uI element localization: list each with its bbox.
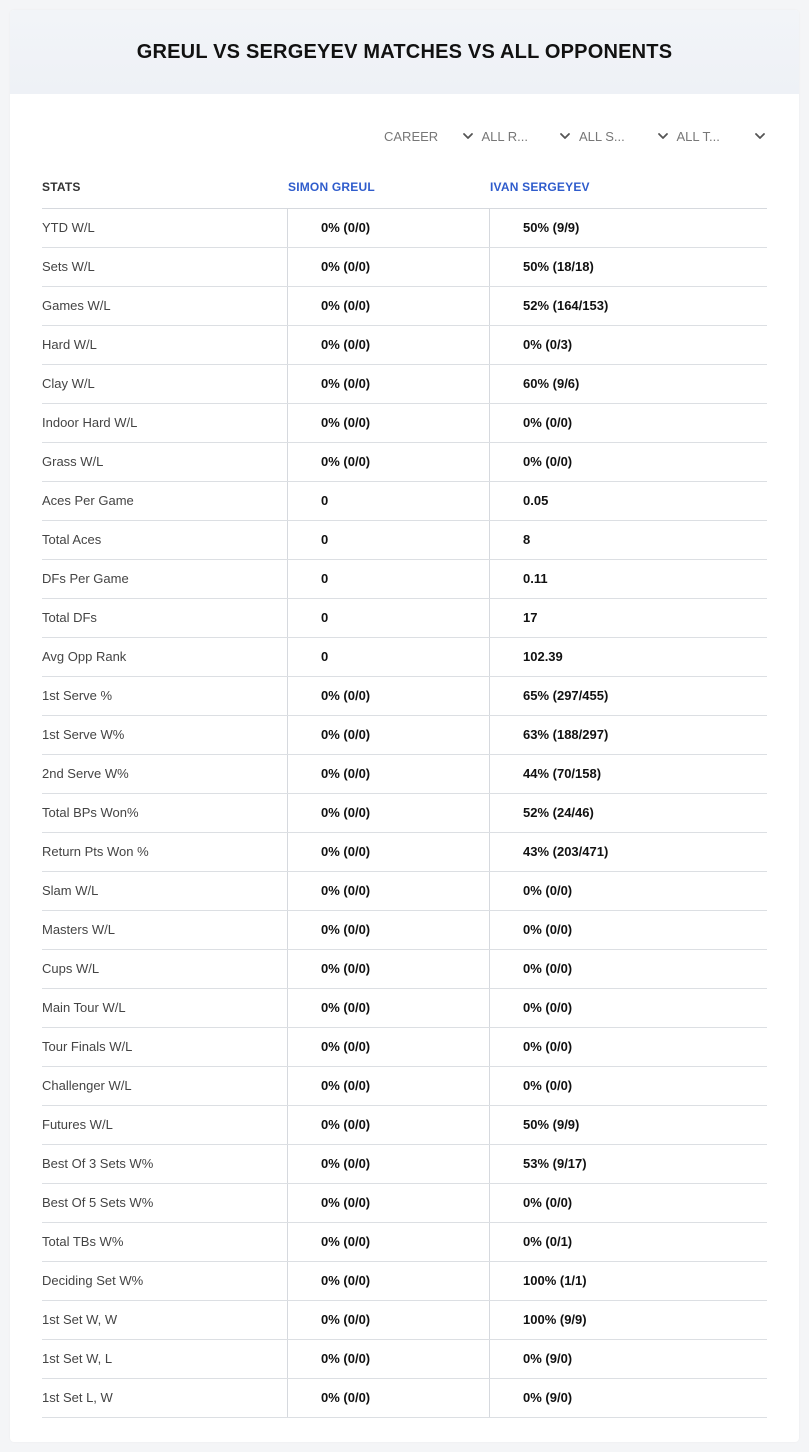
player2-value-cell: 0.05 <box>489 482 767 520</box>
stat-label-cell: Main Tour W/L <box>42 1000 126 1015</box>
table-row <box>42 872 767 911</box>
player1-value-cell: 0% (0/0) <box>287 677 489 715</box>
player1-value-cell: 0% (0/0) <box>287 989 489 1027</box>
stat-label-cell: Best Of 3 Sets W% <box>42 1156 154 1171</box>
stat-label-cell: Return Pts Won % <box>42 844 149 859</box>
stat-label-cell: Aces Per Game <box>42 493 134 508</box>
player2-value-cell: 0% (0/0) <box>489 1028 767 1066</box>
chevron-down-icon <box>754 130 766 142</box>
player2-value-cell: 52% (164/153) <box>489 287 767 325</box>
player1-column-header[interactable]: SIMON GREUL <box>288 180 375 194</box>
table-row <box>42 287 767 326</box>
player2-value-cell: 0% (9/0) <box>489 1340 767 1378</box>
stat-label-cell: YTD W/L <box>42 220 95 235</box>
player1-value-cell: 0% (0/0) <box>287 716 489 754</box>
player1-value-cell: 0% (0/0) <box>287 365 489 403</box>
stat-label-cell: 1st Serve % <box>42 688 113 703</box>
period-filter-label: CAREER <box>384 129 439 144</box>
player2-value-cell: 50% (18/18) <box>489 248 767 286</box>
table-body <box>42 209 767 1418</box>
player2-value-cell: 0% (0/0) <box>489 989 767 1027</box>
stat-label-cell: DFs Per Game <box>42 571 129 586</box>
table-row <box>42 326 767 365</box>
table-row <box>42 833 767 872</box>
player2-value-cell: 0% (0/0) <box>489 443 767 481</box>
table-row <box>42 638 767 677</box>
player2-value-cell: 0% (0/0) <box>489 950 767 988</box>
table-row <box>42 794 767 833</box>
chevron-down-icon <box>462 130 474 142</box>
table-row <box>42 365 767 404</box>
stats-table <box>42 168 767 1418</box>
table-row <box>42 1262 767 1301</box>
player1-value-cell: 0% (0/0) <box>287 872 489 910</box>
stat-label-cell: Tour Finals W/L <box>42 1039 133 1054</box>
player1-value-cell: 0% (0/0) <box>287 794 489 832</box>
table-row <box>42 989 767 1028</box>
player2-value-cell: 53% (9/17) <box>489 1145 767 1183</box>
table-row <box>42 1106 767 1145</box>
stat-label-cell: Masters W/L <box>42 922 115 937</box>
stat-label-cell: Clay W/L <box>42 376 95 391</box>
player1-value-cell: 0% (0/0) <box>287 1340 489 1378</box>
table-row <box>42 950 767 989</box>
table-row <box>42 599 767 638</box>
table-row <box>42 911 767 950</box>
player2-value-cell: 44% (70/158) <box>489 755 767 793</box>
table-row <box>42 1028 767 1067</box>
stat-label-cell: Avg Opp Rank <box>42 649 127 664</box>
player2-value-cell: 0% (0/1) <box>489 1223 767 1261</box>
player2-value-cell: 65% (297/455) <box>489 677 767 715</box>
stat-label-cell: 1st Set W, L <box>42 1351 113 1366</box>
stat-label-cell: Deciding Set W% <box>42 1273 144 1288</box>
player2-value-cell: 0% (0/0) <box>489 911 767 949</box>
stat-label-cell: Slam W/L <box>42 883 99 898</box>
player1-value-cell: 0% (0/0) <box>287 443 489 481</box>
round-filter-label: ALL R... <box>481 129 528 144</box>
table-row <box>42 1301 767 1340</box>
player1-value-cell: 0 <box>287 521 489 559</box>
player2-value-cell: 50% (9/9) <box>489 209 767 247</box>
player2-value-cell: 0% (0/3) <box>489 326 767 364</box>
player1-value-cell: 0 <box>287 560 489 598</box>
filter-bar <box>380 126 770 148</box>
player2-value-cell: 60% (9/6) <box>489 365 767 403</box>
player2-value-cell: 0% (0/0) <box>489 404 767 442</box>
tournament-filter-dropdown[interactable] <box>673 126 771 148</box>
player2-value-cell: 0% (0/0) <box>489 1184 767 1222</box>
stats-card <box>10 10 799 1442</box>
player2-value-cell: 0% (9/0) <box>489 1379 767 1417</box>
table-row <box>42 1067 767 1106</box>
stat-label-cell: 1st Set W, W <box>42 1312 118 1327</box>
stat-label-cell: Sets W/L <box>42 259 95 274</box>
stat-label-cell: Best Of 5 Sets W% <box>42 1195 154 1210</box>
stats-column-header: STATS <box>42 180 81 194</box>
stat-label-cell: Grass W/L <box>42 454 104 469</box>
surface-filter-label: ALL S... <box>579 129 625 144</box>
card-header <box>10 10 799 94</box>
stat-label-cell: Total TBs W% <box>42 1234 124 1249</box>
player1-value-cell: 0% (0/0) <box>287 404 489 442</box>
player1-value-cell: 0% (0/0) <box>287 1223 489 1261</box>
player1-value-cell: 0 <box>287 482 489 520</box>
surface-filter-dropdown[interactable] <box>575 126 673 148</box>
player2-value-cell: 0% (0/0) <box>489 872 767 910</box>
table-row <box>42 209 767 248</box>
stat-label-cell: Challenger W/L <box>42 1078 132 1093</box>
player1-value-cell: 0% (0/0) <box>287 833 489 871</box>
page-title: GREUL VS SERGEYEV MATCHES VS ALL OPPONENTS <box>136 40 673 63</box>
table-row <box>42 443 767 482</box>
table-row <box>42 755 767 794</box>
table-row <box>42 1379 767 1418</box>
stat-label-cell: Hard W/L <box>42 337 97 352</box>
player1-value-cell: 0% (0/0) <box>287 1262 489 1300</box>
player2-value-cell: 0% (0/0) <box>489 1067 767 1105</box>
round-filter-dropdown[interactable] <box>478 126 576 148</box>
player2-value-cell: 43% (203/471) <box>489 833 767 871</box>
stat-label-cell: Total Aces <box>42 532 102 547</box>
chevron-down-icon <box>657 130 669 142</box>
table-row <box>42 1184 767 1223</box>
player1-value-cell: 0% (0/0) <box>287 911 489 949</box>
table-header <box>42 168 767 209</box>
player1-value-cell: 0% (0/0) <box>287 326 489 364</box>
player1-value-cell: 0 <box>287 599 489 637</box>
table-row <box>42 521 767 560</box>
table-row <box>42 482 767 521</box>
player1-value-cell: 0% (0/0) <box>287 755 489 793</box>
stat-label-cell: Indoor Hard W/L <box>42 415 138 430</box>
tournament-filter-label: ALL T... <box>676 129 720 144</box>
player1-value-cell: 0% (0/0) <box>287 1145 489 1183</box>
stat-label-cell: 2nd Serve W% <box>42 766 129 781</box>
player2-value-cell: 52% (24/46) <box>489 794 767 832</box>
player1-value-cell: 0% (0/0) <box>287 1301 489 1339</box>
stat-label-cell: 1st Set L, W <box>42 1390 113 1405</box>
player1-value-cell: 0% (0/0) <box>287 1106 489 1144</box>
player1-value-cell: 0% (0/0) <box>287 248 489 286</box>
stat-label-cell: Total DFs <box>42 610 97 625</box>
stat-label-cell: Games W/L <box>42 298 111 313</box>
player1-value-cell: 0% (0/0) <box>287 1184 489 1222</box>
period-filter-dropdown[interactable] <box>380 126 478 148</box>
player1-value-cell: 0% (0/0) <box>287 950 489 988</box>
player1-value-cell: 0% (0/0) <box>287 287 489 325</box>
stat-label-cell: Cups W/L <box>42 961 100 976</box>
player1-value-cell: 0% (0/0) <box>287 209 489 247</box>
table-row <box>42 248 767 287</box>
table-row <box>42 716 767 755</box>
stat-label-cell: 1st Serve W% <box>42 727 125 742</box>
player2-value-cell: 8 <box>489 521 767 559</box>
player2-value-cell: 0.11 <box>489 560 767 598</box>
table-row <box>42 1223 767 1262</box>
player1-value-cell: 0 <box>287 638 489 676</box>
player2-column-header[interactable]: IVAN SERGEYEV <box>490 180 590 194</box>
player2-value-cell: 100% (1/1) <box>489 1262 767 1300</box>
player2-value-cell: 63% (188/297) <box>489 716 767 754</box>
stat-label-cell: Total BPs Won% <box>42 805 139 820</box>
player1-value-cell: 0% (0/0) <box>287 1028 489 1066</box>
player2-value-cell: 100% (9/9) <box>489 1301 767 1339</box>
player2-value-cell: 102.39 <box>489 638 767 676</box>
table-row <box>42 560 767 599</box>
table-row <box>42 677 767 716</box>
chevron-down-icon <box>559 130 571 142</box>
player1-value-cell: 0% (0/0) <box>287 1067 489 1105</box>
table-row <box>42 1145 767 1184</box>
player2-value-cell: 17 <box>489 599 767 637</box>
table-row <box>42 404 767 443</box>
stat-label-cell: Futures W/L <box>42 1117 113 1132</box>
table-row <box>42 1340 767 1379</box>
player1-value-cell: 0% (0/0) <box>287 1379 489 1417</box>
player2-value-cell: 50% (9/9) <box>489 1106 767 1144</box>
